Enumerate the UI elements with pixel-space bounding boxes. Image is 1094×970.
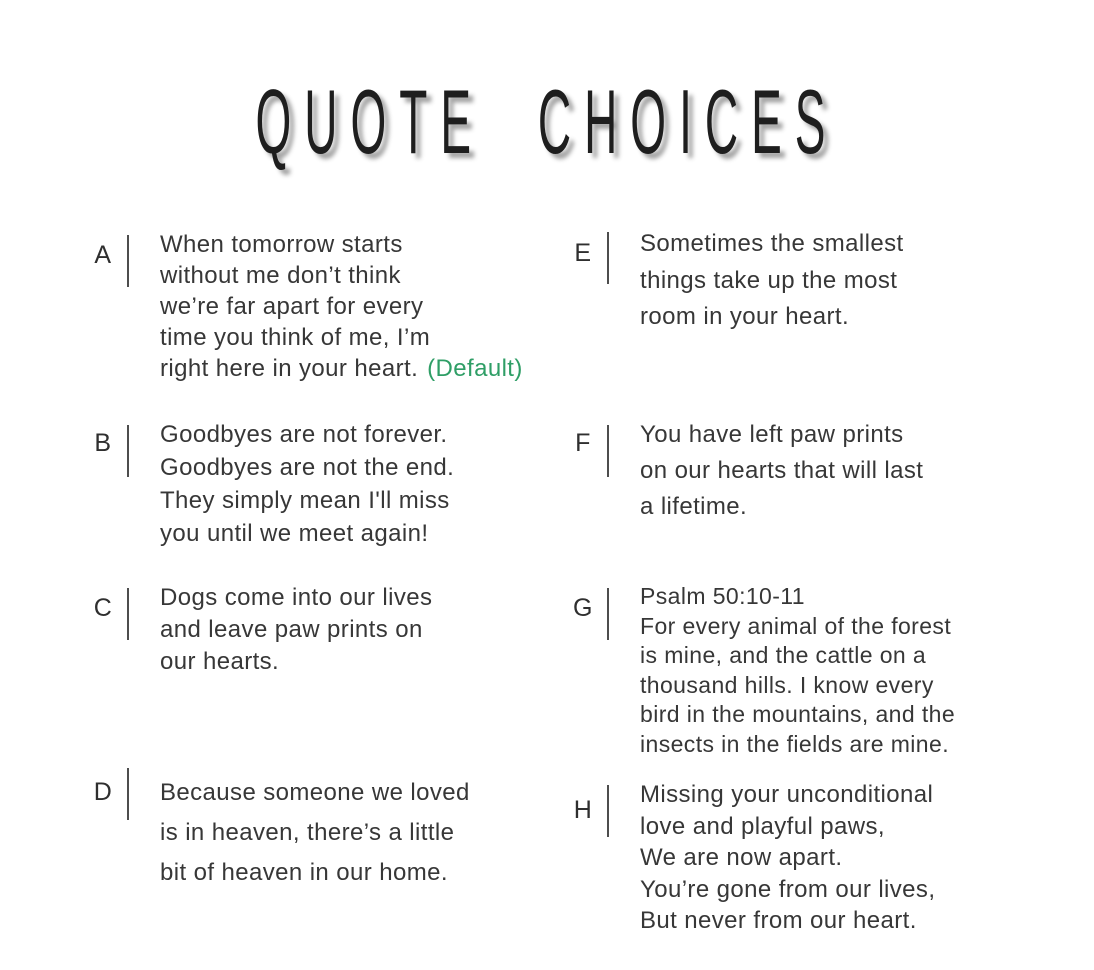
quote-text (160, 582, 432, 678)
quote-line-text: bit of heaven in our home. (160, 859, 448, 886)
quote-option-d (84, 773, 470, 893)
quote-line-text: For every animal of the forest (640, 612, 952, 639)
quote-line (640, 612, 955, 642)
quote-line (160, 517, 454, 550)
divider-line (607, 232, 609, 284)
quote-line-text: right here in your heart. (160, 355, 419, 382)
quote-line-text: things take up the most (640, 266, 898, 294)
quote-line-text: time you think of me, I’m (160, 324, 431, 351)
quote-line (640, 671, 955, 701)
quote-line-text: is mine, and the cattle on a (640, 642, 927, 668)
quote-line (160, 229, 523, 260)
quote-option-b (84, 418, 454, 550)
quote-line-text: on our hearts that will last (640, 457, 924, 484)
quote-line-text: you until we meet again! (160, 520, 429, 547)
quote-text (640, 417, 923, 525)
quote-line (640, 700, 955, 730)
quote-line (640, 874, 935, 906)
quote-line (640, 641, 955, 671)
quote-letter: D (93, 778, 113, 806)
quote-line (640, 779, 935, 811)
quote-line-text: You’re gone from our lives, (640, 875, 936, 903)
quote-line (160, 582, 432, 614)
quote-line (640, 730, 955, 760)
quote-line (160, 451, 454, 484)
quote-line-text: thousand hills. I know every (640, 671, 934, 698)
quote-line (640, 453, 923, 489)
quote-letter: H (573, 796, 593, 824)
quote-line (640, 417, 923, 453)
default-badge: (Default) (427, 355, 523, 382)
quote-line (640, 811, 935, 843)
quote-letter: A (94, 241, 112, 269)
quote-line (160, 260, 523, 291)
divider-line (607, 425, 609, 477)
quote-option-g (564, 582, 955, 759)
quote-line-text: You have left paw prints (640, 421, 904, 448)
divider-line (127, 768, 129, 820)
quote-line-text: Because someone we loved (160, 779, 470, 806)
divider-line (607, 785, 609, 837)
quote-line (160, 353, 523, 384)
quote-line-text: Dogs come into our lives (160, 584, 433, 611)
quote-line (160, 418, 454, 451)
quote-line-text: Psalm 50:10-11 (640, 583, 805, 609)
quote-option-f (564, 417, 923, 525)
quote-line-text: We are now apart. (640, 844, 843, 871)
quote-letter: B (94, 429, 112, 457)
quote-line (160, 291, 523, 322)
quote-line (640, 263, 904, 300)
quote-text (640, 226, 904, 336)
quote-line-text: bird in the mountains, and the (640, 701, 956, 727)
quote-option-a (84, 229, 523, 384)
quote-text (160, 418, 454, 550)
quote-letter: G (573, 594, 593, 622)
title-block (0, 70, 1094, 174)
page-title: QUOTE CHOICES (255, 70, 839, 174)
quote-line (160, 646, 432, 678)
quote-option-h (564, 779, 935, 937)
quote-line-text: Missing your unconditional (640, 781, 934, 808)
quote-line-text: a lifetime. (640, 493, 748, 520)
quote-line-text: They simply mean I'll miss (160, 487, 450, 514)
quote-line-text: When tomorrow starts (160, 231, 403, 258)
quote-line (160, 322, 523, 353)
divider-line (127, 235, 129, 287)
quote-line-text: we’re far apart for every (160, 293, 424, 320)
quote-line (160, 813, 470, 853)
quote-line-text: without me don’t think (160, 262, 401, 289)
quote-line-text: our hearts. (160, 648, 280, 675)
quote-line (640, 489, 923, 525)
quote-letter: E (574, 239, 592, 267)
quote-text (640, 779, 935, 937)
quote-line (160, 484, 454, 517)
quote-line-text: and leave paw prints on (160, 616, 423, 643)
quote-option-e (564, 226, 904, 336)
quote-letter: F (575, 429, 591, 457)
quote-line-text: room in your heart. (640, 303, 850, 330)
quote-option-c (84, 582, 432, 678)
quote-line (640, 299, 904, 336)
quote-line-text: love and playful paws, (640, 812, 885, 840)
quote-text (160, 773, 470, 893)
quote-line (160, 614, 432, 646)
divider-line (607, 588, 609, 640)
quote-line-text: But never from our heart. (640, 907, 917, 934)
quote-text (640, 582, 955, 759)
quote-line-text: Goodbyes are not the end. (160, 454, 455, 481)
quote-text (160, 229, 523, 384)
quote-line (160, 853, 470, 893)
quote-line-text: insects in the fields are mine. (640, 730, 949, 757)
quote-line (640, 226, 904, 263)
quote-line-text: Goodbyes are not forever. (160, 421, 448, 448)
quote-line (640, 582, 955, 612)
quote-line (160, 773, 470, 813)
quote-line-text: Sometimes the smallest (640, 230, 904, 257)
quote-line-text: is in heaven, there’s a little (160, 819, 455, 846)
quote-letter: C (93, 594, 113, 622)
divider-line (127, 588, 129, 640)
quote-line (640, 905, 935, 937)
divider-line (127, 425, 129, 477)
quote-line (640, 842, 935, 874)
